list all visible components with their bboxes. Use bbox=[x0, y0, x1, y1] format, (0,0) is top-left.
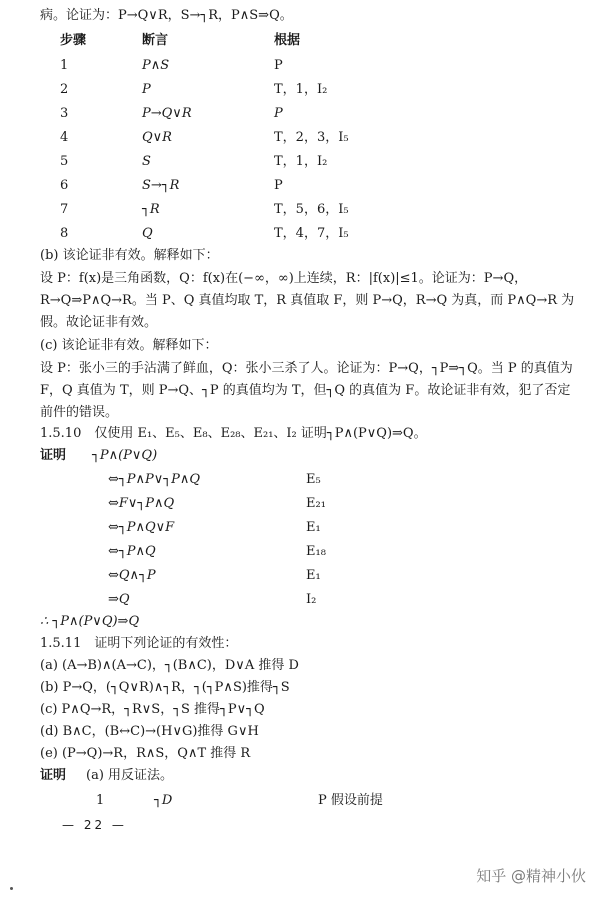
assertion: Q∨R bbox=[142, 130, 172, 145]
header-basis: 根据 bbox=[274, 33, 301, 48]
assertion: P→Q∨R bbox=[142, 106, 192, 121]
chain-rule: E₅ bbox=[306, 472, 321, 487]
step-number: 8 bbox=[60, 226, 69, 241]
chain-rule: E₁ bbox=[306, 520, 321, 535]
scan-speck bbox=[10, 887, 13, 890]
basis: P 假设前提 bbox=[318, 793, 383, 808]
header-assertion: 断言 bbox=[142, 33, 169, 48]
assertion: ┐R bbox=[142, 202, 160, 217]
assertion: Q bbox=[142, 226, 153, 241]
proof-label: 证明 bbox=[40, 448, 67, 463]
step-number: 1 bbox=[60, 58, 69, 73]
list-item: (c) P∧Q→R，┐R∨S，┐S 推得┐P∨┐Q bbox=[40, 702, 265, 717]
list-item: (b) P→Q，(┐Q∨R)∧┐R，┐(┐P∧S)推得┐S bbox=[40, 680, 290, 695]
top-line: 病。论证为：P→Q∨R，S→┐R，P∧S⇒Q。 bbox=[40, 8, 293, 23]
chain-rule: E₁ bbox=[306, 568, 321, 583]
chain-expression: ⇒Q bbox=[108, 592, 130, 607]
para-c-heading: (c) 该论证非有效。解释如下： bbox=[40, 338, 218, 353]
basis: T，4，7，I₅ bbox=[274, 226, 349, 241]
step-number: 7 bbox=[60, 202, 69, 217]
para-c-body: 设 P：张小三的手沾满了鲜血，Q：张小三杀了人。论证为：P→Q，┐P⇒┐Q。当 P 的真值为 F，Q 真值为 T，则 P→Q、┐P 的真值均为 T，但┐Q 的真值为 F。故论证非有效，犯了否定前件的错误。 bbox=[40, 361, 573, 420]
exercise-1-5-11: 1.5.11 证明下列论证的有效性： bbox=[40, 636, 238, 651]
basis: T，1，I₂ bbox=[274, 82, 328, 97]
chain-rule: I₂ bbox=[306, 592, 317, 607]
basis: P bbox=[274, 58, 283, 73]
header-step: 步骤 bbox=[60, 33, 87, 48]
chain-expression: ⇔┐P∧Q bbox=[108, 544, 156, 559]
list-item: (a) (A→B)∧(A→C)，┐(B∧C)，D∨A 推得 D bbox=[40, 658, 299, 673]
table1-header bbox=[60, 30, 560, 52]
step-number: 5 bbox=[60, 154, 69, 169]
chain-rule: E₁₈ bbox=[306, 544, 326, 559]
chain-expression: ⇔┐P∧P∨┐P∧Q bbox=[108, 472, 200, 487]
watermark-text: 知乎 @精神小伙 bbox=[476, 867, 586, 885]
basis: T，2，3，I₅ bbox=[274, 130, 349, 145]
exercise-1-5-10: 1.5.10 仅使用 E₁、E₅、E₈、E₂₈、E₂₁、I₂ 证明┐P∧(P∨Q)⇒Q。 bbox=[40, 426, 427, 441]
step-number: 4 bbox=[60, 130, 69, 145]
assertion: P∧S bbox=[142, 58, 170, 73]
proof-conclusion: ∴ ┐P∧(P∨Q)⇒Q bbox=[40, 614, 140, 629]
assertion: S bbox=[142, 154, 151, 169]
assertion: P bbox=[142, 82, 151, 97]
chain-expression: ⇔F∨┐P∧Q bbox=[108, 496, 175, 511]
step-number: 2 bbox=[60, 82, 69, 97]
basis: P bbox=[274, 178, 283, 193]
chain-expression: ⇔┐P∧Q∨F bbox=[108, 520, 175, 535]
step-number: 6 bbox=[60, 178, 69, 193]
para-b-body: 设 P：f(x)是三角函数，Q：f(x)在(−∞，∞)上连续，R：|f(x)|≤1。论证为：P→Q，R→Q⇒P∧Q→R。当 P、Q 真值均取 T，R 真值取 F，则 P→Q，R→Q 为真，而 P∧Q→R 为假。故论证非有效。 bbox=[40, 271, 575, 330]
chain-rule: E₂₁ bbox=[306, 496, 326, 511]
step-number: 3 bbox=[60, 106, 69, 121]
basis: T，1，I₂ bbox=[274, 154, 328, 169]
proof-first-expression: ┐P∧(P∨Q) bbox=[92, 448, 158, 463]
list-item: (d) B∧C，(B↔C)→(H∨G)推得 G∨H bbox=[40, 724, 259, 739]
assertion: S→┐R bbox=[142, 178, 180, 193]
step-number: 1 bbox=[96, 793, 105, 808]
proof2-text: (a) 用反证法。 bbox=[86, 768, 174, 783]
page-number: — 22 — bbox=[62, 818, 127, 832]
watermark bbox=[476, 865, 586, 886]
para-b-heading: (b) 该论证非有效。解释如下： bbox=[40, 248, 219, 263]
basis: T，5，6，I₅ bbox=[274, 202, 349, 217]
list-item: (e) (P→Q)→R，R∧S，Q∧T 推得 R bbox=[40, 746, 251, 761]
chain-expression: ⇔Q∧┐P bbox=[108, 568, 156, 583]
proof2-label: 证明 bbox=[40, 768, 67, 783]
assertion: ┐D bbox=[154, 793, 173, 808]
basis: P bbox=[274, 106, 283, 121]
